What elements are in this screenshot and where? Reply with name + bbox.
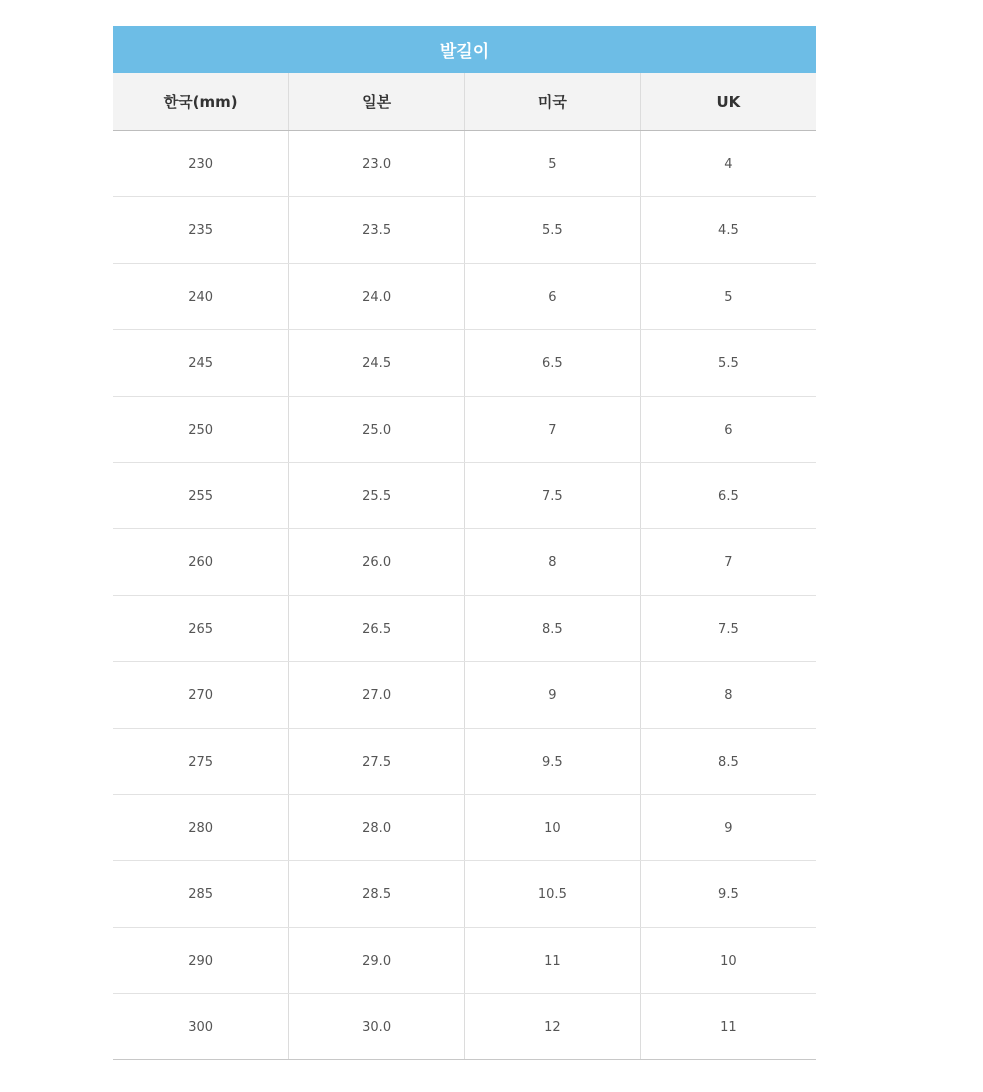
cell-uk: 4.5	[640, 197, 816, 263]
cell-japan: 24.0	[289, 263, 465, 329]
cell-japan: 24.5	[289, 330, 465, 396]
table-row	[113, 595, 816, 661]
table-row	[113, 794, 816, 860]
table-row	[113, 861, 816, 927]
cell-usa: 5.5	[465, 197, 641, 263]
cell-uk: 9.5	[640, 861, 816, 927]
cell-korea: 280	[113, 794, 289, 860]
cell-usa: 6	[465, 263, 641, 329]
cell-uk: 4	[640, 131, 816, 197]
header-korea: 한국(mm)	[113, 73, 289, 131]
table-row	[113, 662, 816, 728]
cell-korea: 240	[113, 263, 289, 329]
cell-japan: 27.0	[289, 662, 465, 728]
cell-japan: 26.0	[289, 529, 465, 595]
cell-usa: 11	[465, 927, 641, 993]
cell-uk: 6.5	[640, 462, 816, 528]
cell-uk: 10	[640, 927, 816, 993]
cell-usa: 12	[465, 994, 641, 1060]
cell-usa: 7	[465, 396, 641, 462]
cell-uk: 7.5	[640, 595, 816, 661]
cell-uk: 5.5	[640, 330, 816, 396]
cell-japan: 25.5	[289, 462, 465, 528]
cell-korea: 290	[113, 927, 289, 993]
cell-korea: 260	[113, 529, 289, 595]
table-row	[113, 131, 816, 197]
cell-japan: 30.0	[289, 994, 465, 1060]
cell-usa: 5	[465, 131, 641, 197]
cell-japan: 28.0	[289, 794, 465, 860]
cell-usa: 8.5	[465, 595, 641, 661]
cell-korea: 245	[113, 330, 289, 396]
cell-japan: 29.0	[289, 927, 465, 993]
cell-usa: 9	[465, 662, 641, 728]
table-row	[113, 927, 816, 993]
header-row	[113, 73, 816, 131]
table-row	[113, 728, 816, 794]
cell-japan: 26.5	[289, 595, 465, 661]
cell-japan: 27.5	[289, 728, 465, 794]
table-row	[113, 994, 816, 1060]
cell-korea: 265	[113, 595, 289, 661]
cell-usa: 10	[465, 794, 641, 860]
cell-korea: 285	[113, 861, 289, 927]
cell-usa: 9.5	[465, 728, 641, 794]
cell-japan: 23.0	[289, 131, 465, 197]
cell-korea: 230	[113, 131, 289, 197]
cell-japan: 28.5	[289, 861, 465, 927]
cell-usa: 6.5	[465, 330, 641, 396]
cell-uk: 11	[640, 994, 816, 1060]
cell-uk: 6	[640, 396, 816, 462]
table-row	[113, 529, 816, 595]
cell-japan: 25.0	[289, 396, 465, 462]
header-uk: UK	[640, 73, 816, 131]
header-usa: 미국	[465, 73, 641, 131]
table-body	[113, 131, 816, 1060]
cell-korea: 250	[113, 396, 289, 462]
shoe-size-table	[113, 26, 816, 1060]
table-title: 발길이	[113, 26, 816, 73]
cell-uk: 7	[640, 529, 816, 595]
cell-korea: 235	[113, 197, 289, 263]
header-japan: 일본	[289, 73, 465, 131]
cell-usa: 7.5	[465, 462, 641, 528]
cell-korea: 255	[113, 462, 289, 528]
table-row	[113, 263, 816, 329]
cell-korea: 270	[113, 662, 289, 728]
cell-korea: 275	[113, 728, 289, 794]
cell-japan: 23.5	[289, 197, 465, 263]
cell-usa: 10.5	[465, 861, 641, 927]
table-row	[113, 462, 816, 528]
cell-korea: 300	[113, 994, 289, 1060]
cell-uk: 8	[640, 662, 816, 728]
cell-usa: 8	[465, 529, 641, 595]
cell-uk: 5	[640, 263, 816, 329]
cell-uk: 8.5	[640, 728, 816, 794]
table-row	[113, 197, 816, 263]
table-row	[113, 396, 816, 462]
table-row	[113, 330, 816, 396]
cell-uk: 9	[640, 794, 816, 860]
